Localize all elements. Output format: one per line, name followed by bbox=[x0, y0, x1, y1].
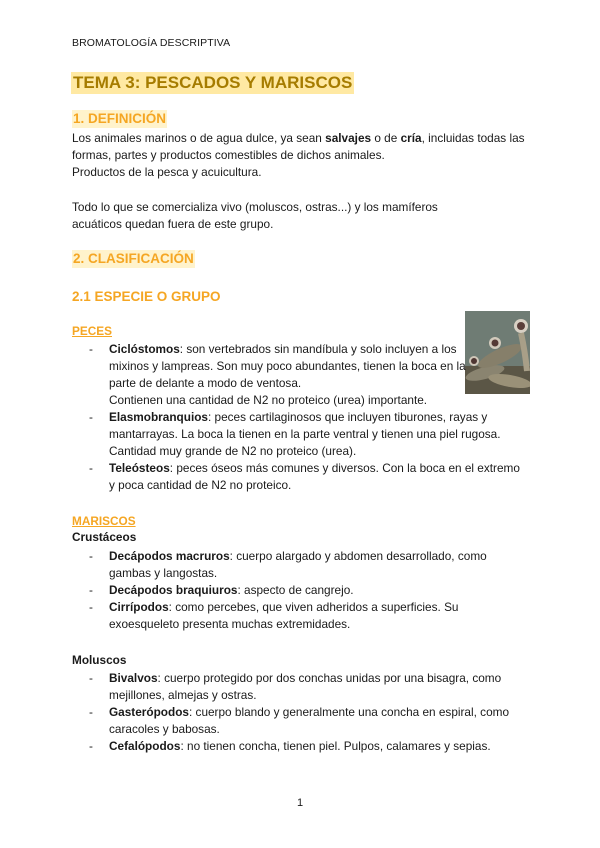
peces-list bbox=[72, 341, 467, 409]
list-text: : aspecto de cangrejo. bbox=[237, 583, 354, 597]
list-item bbox=[72, 599, 517, 633]
section-heading-definicion: 1. DEFINICIÓN bbox=[73, 111, 167, 126]
list-term: Cefalópodos bbox=[109, 739, 181, 753]
list-term: Teleósteos bbox=[109, 461, 170, 475]
list-text: : cuerpo alargado y abdomen desarrollado, como gambas y langostas. bbox=[109, 549, 487, 580]
bullet-dash: - bbox=[89, 600, 93, 614]
list-term: Bivalvos bbox=[109, 671, 158, 685]
lamprey-illustration bbox=[465, 311, 530, 394]
text-run: , incluidas todas las formas, partes y productos comestibles de dichos animales. bbox=[72, 131, 525, 162]
list-item bbox=[72, 704, 517, 738]
text-run: Los animales marinos o de agua dulce, ya sean bbox=[72, 131, 326, 145]
list-text: : peces óseos más comunes y diversos. Con la boca en el extremo y poca cantidad de N2 no proteico. bbox=[109, 461, 520, 492]
bullet-dash: - bbox=[89, 410, 93, 424]
list-item bbox=[72, 341, 467, 409]
moluscos-list bbox=[72, 670, 517, 755]
text-run: o de bbox=[371, 131, 401, 145]
list-term: Ciclóstomos bbox=[109, 342, 180, 356]
list-term: Cirrípodos bbox=[109, 600, 169, 614]
list-text: : como percebes, que viven adheridos a superficies. Su exoesqueleto presenta muchas extremidades. bbox=[109, 600, 459, 631]
list-term: Elasmobranquios bbox=[109, 410, 208, 424]
page-title: TEMA 3: PESCADOS Y MARISCOS bbox=[73, 73, 353, 92]
subsection-heading: 2.1 ESPECIE O GRUPO bbox=[72, 289, 221, 304]
crustaceos-list bbox=[72, 548, 517, 633]
bullet-dash: - bbox=[89, 671, 93, 685]
mariscos-label: MARISCOS bbox=[72, 514, 136, 528]
list-text: : no tienen concha, tienen piel. Pulpos, calamares y sepias. bbox=[180, 739, 491, 753]
list-item bbox=[72, 670, 517, 704]
list-item bbox=[72, 548, 517, 582]
bullet-dash: - bbox=[89, 705, 93, 719]
bold-term: salvajes bbox=[325, 131, 372, 145]
list-item bbox=[72, 460, 522, 494]
bullet-dash: - bbox=[89, 342, 93, 356]
list-text: : peces cartilaginosos que incluyen tiburones, rayas y mantarrayas. La boca la tienen en la parte ventral y tienen una piel rugosa. Cantidad muy grande de N2 no proteico (urea). bbox=[109, 410, 501, 458]
list-item bbox=[72, 738, 517, 755]
bullet-dash: - bbox=[89, 583, 93, 597]
definition-paragraph bbox=[72, 130, 552, 164]
running-header: BROMATOLOGÍA DESCRIPTIVA bbox=[72, 37, 231, 49]
list-item bbox=[72, 409, 522, 460]
bullet-dash: - bbox=[89, 461, 93, 475]
exclusion-paragraph: Todo lo que se comercializa vivo (moluscos, ostras...) y los mamíferos acuáticos quedan fuera de este grupo. bbox=[72, 200, 438, 231]
peces-list-continued bbox=[72, 409, 522, 494]
list-text-extra: Contienen una cantidad de N2 no proteico (urea) importante. bbox=[109, 393, 428, 407]
list-text: : son vertebrados sin mandíbula y solo incluyen a los mixinos y lampreas. Son muy poco abundantes, tienen la boca en la parte de delante a modo de ventosa. bbox=[109, 342, 466, 390]
products-line: Productos de la pesca y acuicultura. bbox=[72, 165, 262, 179]
bold-term: cría bbox=[400, 131, 422, 145]
moluscos-label: Moluscos bbox=[72, 653, 127, 667]
section-heading-clasificacion: 2. CLASIFICACIÓN bbox=[73, 251, 194, 266]
list-text: : cuerpo protegido por dos conchas unidas por una bisagra, como mejillones, almejas y ostras. bbox=[109, 671, 502, 702]
crustaceos-label: Crustáceos bbox=[72, 530, 137, 544]
page-number: 1 bbox=[296, 797, 304, 809]
list-text: : cuerpo blando y generalmente una concha en espiral, como caracoles y babosas. bbox=[109, 705, 510, 736]
list-item bbox=[72, 582, 517, 599]
list-term: Gasterópodos bbox=[109, 705, 189, 719]
lamprey-photo bbox=[465, 311, 530, 394]
list-term: Decápodos macruros bbox=[109, 549, 230, 563]
bullet-dash: - bbox=[89, 739, 93, 753]
peces-label: PECES bbox=[72, 324, 112, 338]
bullet-dash: - bbox=[89, 549, 93, 563]
list-term: Decápodos braquiuros bbox=[109, 583, 238, 597]
